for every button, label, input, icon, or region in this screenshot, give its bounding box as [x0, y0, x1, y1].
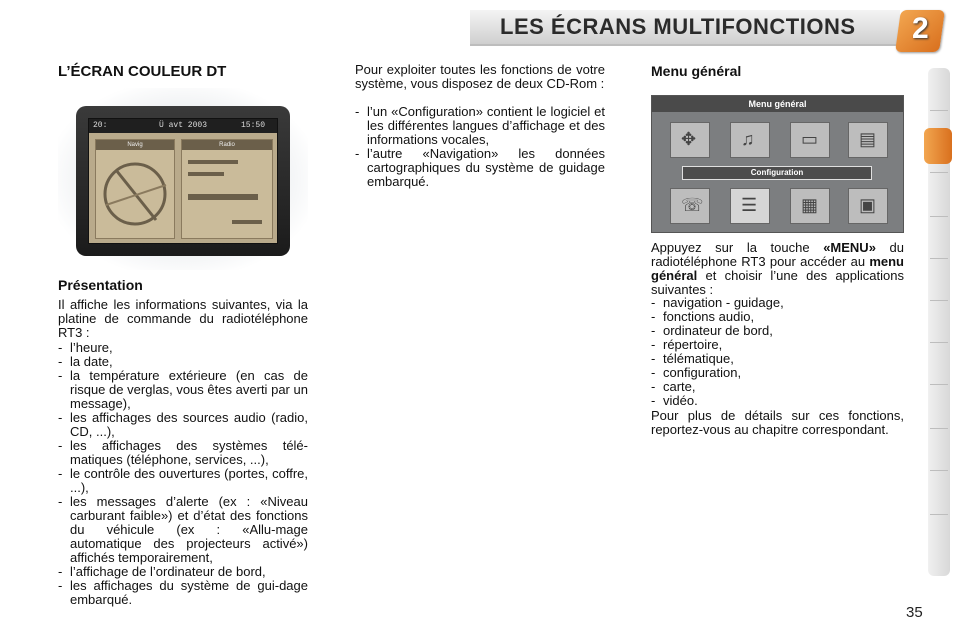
pane-header: Radio: [182, 140, 272, 150]
list-item: - les affichages des systèmes télé-matiques (téléphone, services, ...),: [58, 439, 308, 467]
list-item: - la date,: [58, 355, 308, 369]
page-number: 35: [906, 604, 923, 621]
lcd-pane-audio: [181, 139, 273, 239]
menu-key-label: «MENU»: [823, 240, 876, 255]
list-item: - télématique,: [651, 352, 904, 366]
book-icon: ▤: [859, 129, 877, 149]
menu-tile-trip-computer: [790, 122, 830, 158]
list-item: - fonctions audio,: [651, 310, 904, 324]
tab-divider: [930, 110, 948, 111]
tab-divider: [930, 342, 948, 343]
tab-divider: [930, 258, 948, 259]
lcd-time-left: 20:: [93, 121, 108, 130]
main-menu-label: menu général: [651, 254, 904, 283]
tab-divider: [930, 300, 948, 301]
menu-screenshot-header: Menu général: [652, 96, 903, 112]
tab-divider: [930, 428, 948, 429]
list-item: - les affichages du système de gui-dage embarqué.: [58, 579, 308, 607]
menu-config-selected: Configuration: [682, 166, 872, 180]
video-icon: ▣: [859, 195, 877, 215]
chapter-number: 2: [912, 12, 929, 45]
menu-tile-map: [790, 188, 830, 224]
color-screen-photo: [58, 88, 308, 270]
page-title: LES ÉCRANS MULTIFONCTIONS: [500, 14, 856, 39]
list-item: - ordinateur de bord,: [651, 324, 904, 338]
music-icon: ♫: [741, 129, 755, 149]
tab-divider: [930, 514, 948, 515]
audio-info-icon: [182, 150, 272, 238]
list-item: - la température extérieure (en cas de risque de verglas, vous êtes averti par un message),: [58, 369, 308, 411]
section-title-main-menu: Menu général: [651, 63, 742, 79]
menu-tile-telematics: [670, 188, 710, 224]
map-icon: [96, 150, 174, 238]
menu-tile-directory: [848, 122, 888, 158]
list-item: - l’affichage de l’ordinateur de bord,: [58, 565, 308, 579]
list-item: - les affichages des sources audio (radio, CD, ...),: [58, 411, 308, 439]
main-menu-outro: Pour plus de détails sur ces fonctions, reportez-vous au chapitre correspondant.: [651, 408, 904, 437]
applications-list: [651, 296, 904, 408]
tab-divider: [930, 384, 948, 385]
list-item: - navigation - guidage,: [651, 296, 904, 310]
list-item: - configuration,: [651, 366, 904, 380]
list-item: - vidéo.: [651, 394, 904, 408]
list-item: - l’un «Configuration» contient le logiciel et les différentes langues d’affichage et des informations vocales,: [355, 105, 605, 147]
presentation-intro: Il affiche les informations suivantes, via la platine de commande du radiotéléphone RT3 :: [58, 297, 308, 340]
list-item: - l’autre «Navigation» les données cartographiques du système de guidage embarqué.: [355, 147, 605, 189]
phone-icon: ☏: [681, 195, 704, 215]
section-subtitle-presentation: Présentation: [58, 277, 143, 293]
menu-tile-configuration: [730, 188, 770, 224]
map-icon: ▦: [801, 195, 819, 215]
section-title-color-screen: L’ÉCRAN COULEUR DT: [58, 63, 227, 80]
lcd-display: [88, 118, 278, 244]
list-item: - carte,: [651, 380, 904, 394]
cdrom-intro: Pour exploiter toutes les fonctions de votre système, vous disposez de deux CD-Rom :: [355, 62, 605, 91]
lcd-date: Ü avt 2003: [159, 121, 208, 130]
list-item: - les messages d’alerte (ex : «Niveau carburant faible») et d’état des fonctions du véhicule (ex : «Allu-mage automatique des projecteurs activé») affichés temporairement,: [58, 495, 308, 565]
intro-text-3: et choisir l’une des applications suivantes :: [651, 268, 904, 297]
intro-text-1: Appuyez sur la touche: [651, 240, 824, 255]
main-menu-intro: [651, 241, 904, 297]
list-item: - le contrôle des ouvertures (portes, coffre, ...),: [58, 467, 308, 495]
page-header: [0, 0, 960, 56]
chapter-tab-active[interactable]: [924, 128, 952, 164]
lcd-pane-navigation: [95, 139, 175, 239]
menu-tile-audio: [730, 122, 770, 158]
menu-tile-navigation: [670, 122, 710, 158]
lcd-time-right: 15:50: [241, 121, 266, 130]
lcd-status-bar: [89, 119, 277, 133]
list-item: - répertoire,: [651, 338, 904, 352]
tab-divider: [930, 470, 948, 471]
pane-header: Navig: [96, 140, 174, 150]
display-unit: [76, 106, 290, 256]
menu-tile-video: [848, 188, 888, 224]
main-menu-screenshot: [651, 95, 904, 233]
compass-icon: ✥: [681, 129, 697, 149]
tab-divider: [930, 216, 948, 217]
intro-text-2: du radiotéléphone RT3 pour accéder au: [651, 240, 904, 269]
computer-icon: ▭: [801, 129, 819, 149]
tab-divider: [930, 172, 948, 173]
sliders-icon: ☰: [741, 195, 758, 215]
cdrom-list: [355, 105, 605, 189]
presentation-list: [58, 341, 308, 607]
list-item: - l’heure,: [58, 341, 308, 355]
